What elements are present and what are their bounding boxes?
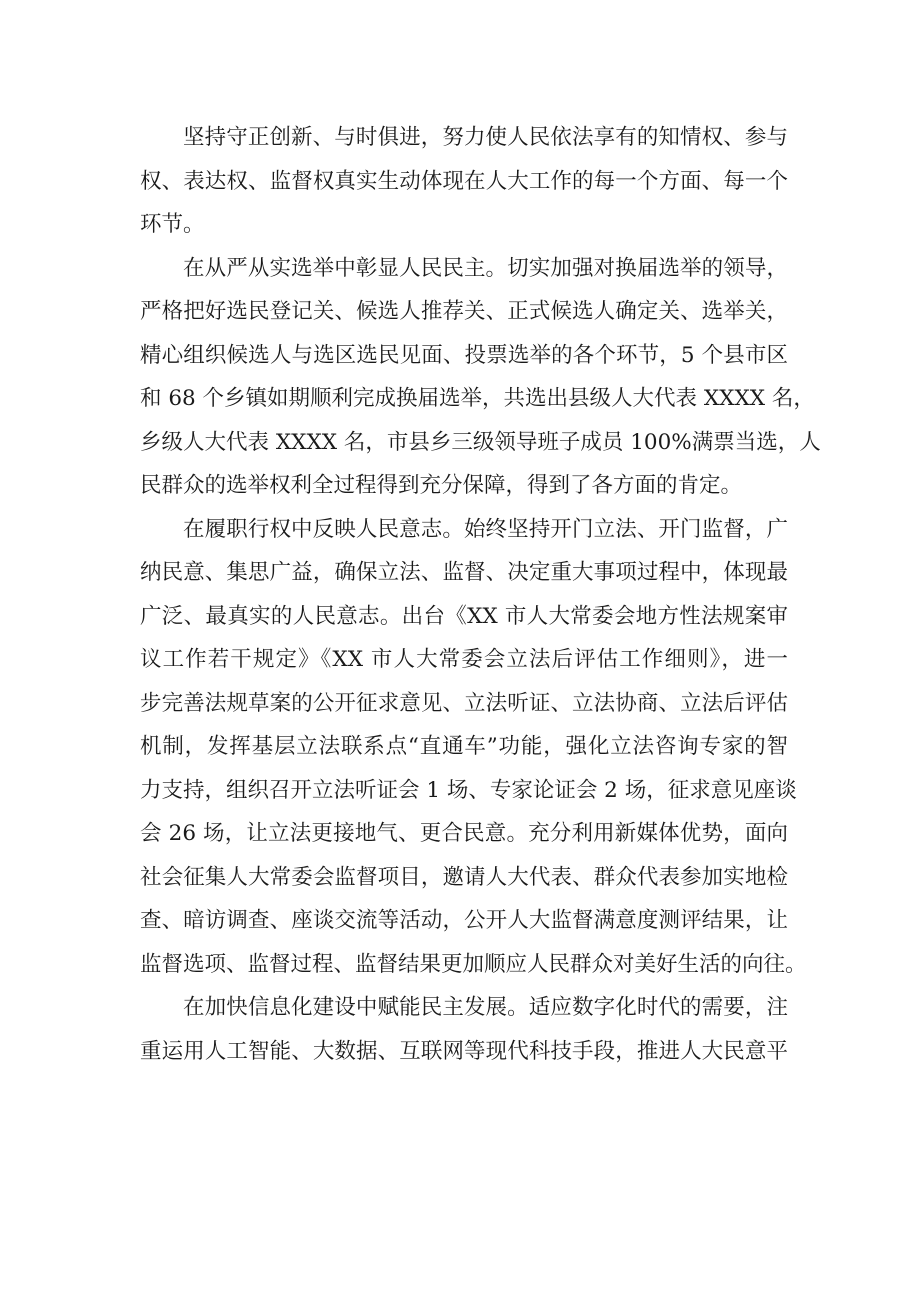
paragraph-line: 广泛、最真实的人民意志。出台《XX 市人大常委会地方性法规案审 [140, 603, 788, 629]
paragraph-line: 会 26 场，让立法更接地气、更合民意。充分利用新媒体优势，面向 [140, 821, 788, 846]
paragraph-line: 在从严从实选举中彰显人民民主。切实加强对换届选举的领导， [183, 255, 788, 281]
paragraph-line: 严格把好选民登记关、候选人推荐关、正式候选人确定关、选举关， [140, 299, 788, 324]
document-body [140, 116, 821, 1073]
paragraph-line: 精心组织候选人与选区选民见面、投票选举的各个环节，5 个县市区 [140, 342, 788, 368]
paragraph-line: 步完善法规草案的公开征求意见、立法听证、立法协商、立法后评估 [140, 690, 788, 716]
paragraph-3 [140, 508, 807, 987]
paragraph-line: 在履职行权中反映人民意志。始终坚持开门立法、开门监督，广 [183, 516, 788, 542]
paragraph-line: 力支持，组织召开立法听证会 1 场、专家论证会 2 场，征求意见座谈 [140, 777, 797, 803]
paragraph-line: 纳民意、集思广益，确保立法、监督、决定重大事项过程中，体现最 [140, 560, 788, 585]
paragraph-line: 权、表达权、监督权真实生动体现在人大工作的每一个方面、每一个 [140, 168, 788, 194]
paragraph-line: 社会征集人大常委会监督项目，邀请人大代表、群众代表参加实地检 [140, 864, 788, 890]
paragraph-line: 机制，发挥基层立法联系点“直通车”功能，强化立法咨询专家的智 [140, 734, 788, 759]
paragraph-line: 查、暗访调查、座谈交流等活动，公开人大监督满意度测评结果，让 [140, 908, 788, 933]
paragraph-line: 乡级人大代表 XXXX 名，市县乡三级领导班子成员 100%满票当选，人 [140, 429, 821, 455]
paragraph-line: 环节。 [140, 212, 205, 237]
paragraph-line: 重运用人工智能、大数据、互联网等现代科技手段，推进人大民意平 [140, 1038, 788, 1064]
paragraph-line: 坚持守正创新、与时俱进，努力使人民依法享有的知情权、参与 [183, 125, 788, 150]
paragraph-line: 和 68 个乡镇如期顺利完成换届选举，共选出县级人大代表 XXXX 名， [140, 386, 815, 411]
paragraph-line: 议工作若干规定》《XX 市人大常委会立法后评估工作细则》，进一 [140, 647, 788, 672]
paragraph-line: 民群众的选举权利全过程得到充分保障，得到了各方面的肯定。 [140, 473, 743, 498]
paragraph-line: 监督选项、监督过程、监督结果更加顺应人民群众对美好生活的向往。 [140, 951, 807, 977]
paragraph-2 [140, 247, 821, 508]
paragraph-1 [140, 116, 788, 247]
paragraph-4 [140, 986, 788, 1073]
paragraph-line: 在加快信息化建设中赋能民主发展。适应数字化时代的需要，注 [183, 995, 788, 1020]
